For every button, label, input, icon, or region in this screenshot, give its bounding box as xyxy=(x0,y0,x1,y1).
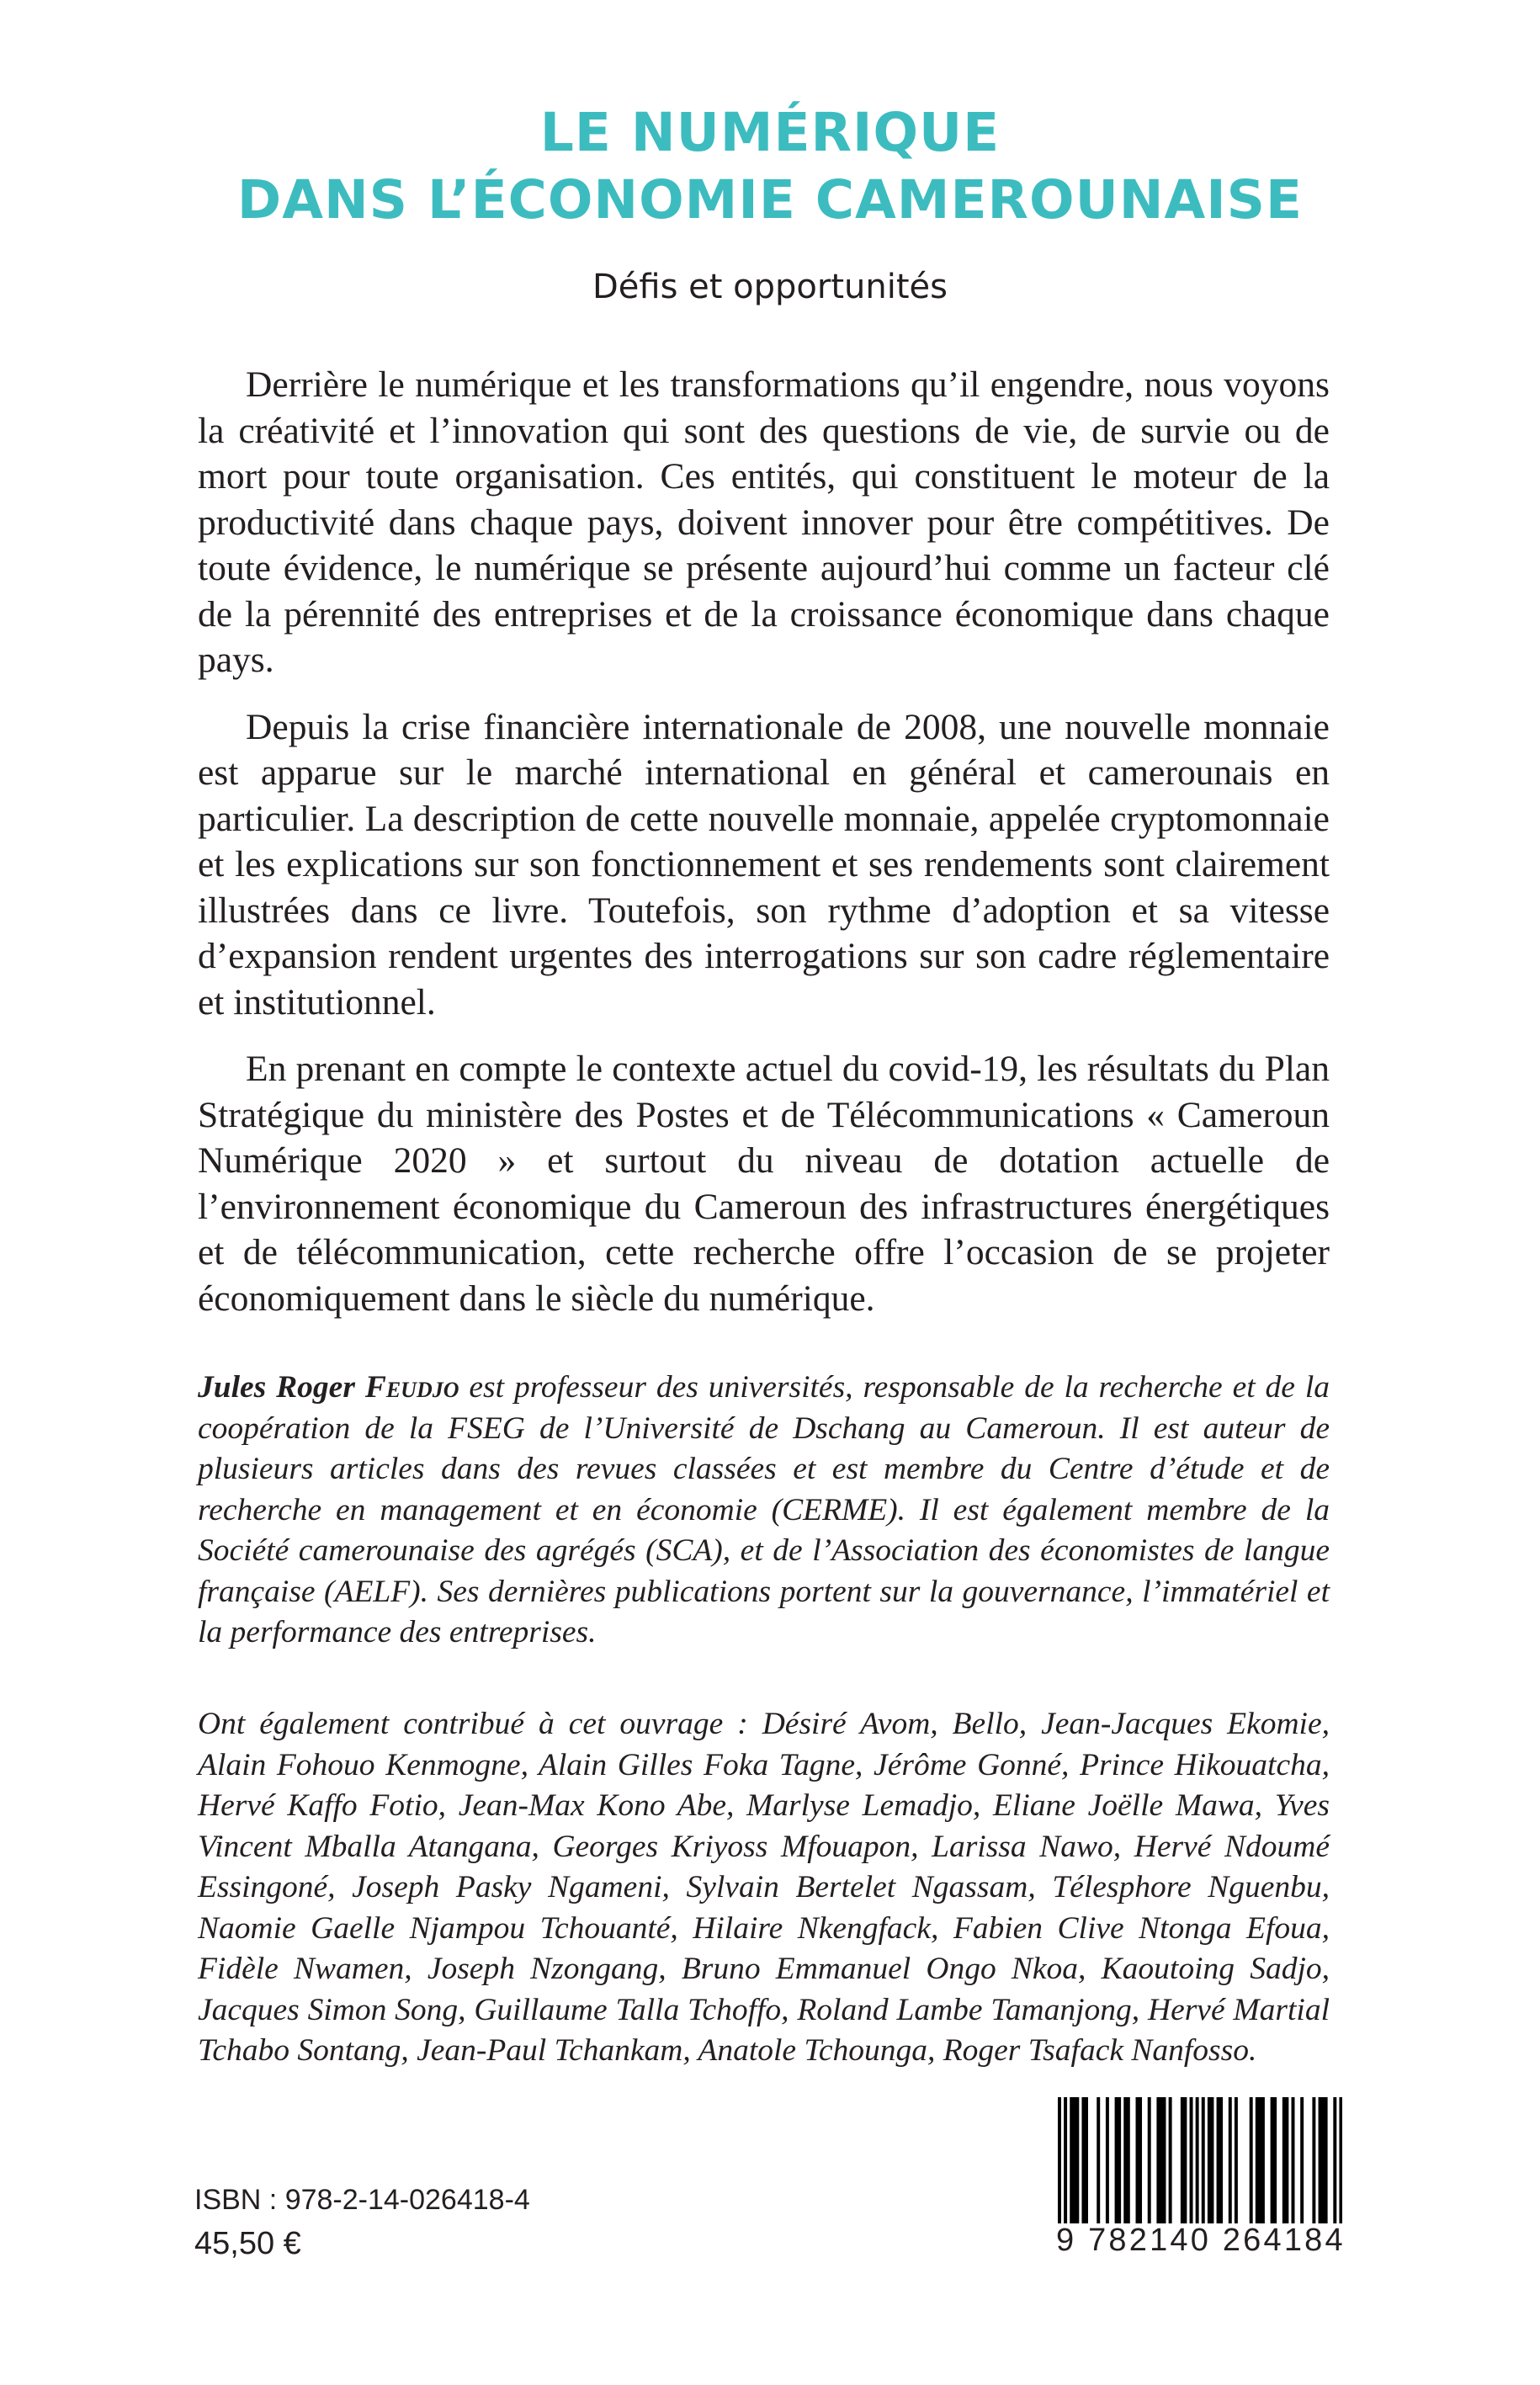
barcode-bar xyxy=(1202,2097,1205,2223)
barcode-bar xyxy=(1282,2097,1286,2223)
barcode-bar xyxy=(1256,2097,1259,2223)
barcode-bar xyxy=(1325,2097,1328,2223)
barcode-bar xyxy=(1250,2097,1253,2223)
barcode-bar xyxy=(1258,2097,1261,2223)
barcode-bar xyxy=(1075,2097,1079,2223)
contributors-list: Ont également contribué à cet ouvrage : Désiré Avom, Bello, Jean-Jacques Ekomie, Alain Fohouo Kenmogne, Alain Gilles Foka Tagne, Jérôme Gonné, Prince Hikouatcha, Hervé Kaffo Fotio, Jean-Max Kono Abe, Marlyse Lemadjo, Eliane Joëlle Mawa, Yves Vincent Mballa Atangana, Georges Kriyoss Mfouapon, Larissa Nawo, Hervé Ndoumé Essingoné, Joseph Pasky Ngameni, Sylvain Bertelet Ngassam, Télesphore Nguenbu, Naomie Gaelle Njampou Tchouanté, Hilaire Nkengfack, Fabien Clive Ntonga Efoua, Fidèle Nwamen, Joseph Nzongang, Bruno Emmanuel Ongo Nkoa, Kaoutoing Sadjo, Jacques Simon Song, Guillaume Talla Tchoffo, Roland Lambe Tamanjong, Hervé Martial Tchabo Sontang, Jean-Paul Tchankam, Anatole Tchounga, Roger Tsafack Nanfosso. xyxy=(198,1707,1330,2068)
blurb xyxy=(198,362,1330,1342)
barcode-bar xyxy=(1312,2097,1315,2223)
barcode-bar xyxy=(1156,2097,1160,2223)
barcode-bar xyxy=(1070,2097,1073,2223)
barcode-bar xyxy=(1339,2097,1342,2223)
barcode-bar xyxy=(1085,2097,1088,2223)
barcode-bar xyxy=(1273,2097,1277,2223)
barcode-bar xyxy=(1196,2097,1199,2223)
barcode-bar xyxy=(1169,2097,1172,2223)
barcode-bar xyxy=(1081,2097,1085,2223)
barcode-bar xyxy=(1333,2097,1336,2223)
barcode-bar xyxy=(1321,2097,1325,2223)
barcode-bar xyxy=(1208,2097,1211,2223)
barcode-bar xyxy=(1127,2097,1130,2223)
author-first-names: Jules Roger xyxy=(198,1370,355,1405)
price: 45,50 € xyxy=(194,2226,301,2261)
barcode-bar xyxy=(1210,2097,1213,2223)
barcode-bar xyxy=(1118,2097,1121,2223)
barcode-bar xyxy=(1292,2097,1295,2223)
barcode-bar xyxy=(1271,2097,1274,2223)
barcode-digits: 9 782140 264184 xyxy=(1056,2223,1346,2258)
barcode-bar xyxy=(1064,2097,1067,2223)
barcode-bar xyxy=(1106,2097,1109,2223)
book-title xyxy=(0,99,1540,234)
book-title-line-2: DANS L’ÉCONOMIE CAMEROUNAISE xyxy=(236,169,1304,231)
author-bio xyxy=(198,1368,1330,1654)
barcode-bar xyxy=(1073,2097,1076,2223)
barcode-bar xyxy=(1139,2097,1142,2223)
barcode-bar xyxy=(1115,2097,1118,2223)
author-surname: Feudjo xyxy=(364,1370,459,1405)
barcode-bar xyxy=(1235,2097,1238,2223)
book-subtitle: Défis et opportunités xyxy=(592,268,948,306)
barcode-bar xyxy=(1097,2097,1100,2223)
barcode-bar xyxy=(1181,2097,1184,2223)
barcode-bar xyxy=(1190,2097,1193,2223)
barcode-bar xyxy=(1136,2097,1139,2223)
barcode-bar xyxy=(1285,2097,1288,2223)
barcode-bar xyxy=(1183,2097,1187,2223)
barcode-bar xyxy=(1229,2097,1232,2223)
blurb-paragraph-2: Depuis la crise financière internationale de 2008, une nouvelle monnaie est apparue sur le marché international en général et camerounais en particulier. La description de cette nouvelle monnaie, appelée cryptomonnaie et les explications sur son fonctionnement et ses rendements sont clairement illustrées dans ce livre. Toutefois, son rythme d’adoption et sa vitesse d’expansion rendent urgentes des interrogations sur son cadre réglementaire et institutionnel. xyxy=(198,706,1330,1023)
barcode-bar xyxy=(1163,2097,1166,2223)
barcode-bar xyxy=(1217,2097,1220,2223)
barcode-bar xyxy=(1160,2097,1163,2223)
barcode-bar xyxy=(1261,2097,1265,2223)
blurb-paragraph-1: Derrière le numérique et les transformations qu’il engendre, nous voyons la créativité et l’innovation qui sont des questions de vie, de survie ou de mort pour toute organisation. Ces entités, qui constituent le moteur de la productivité dans chaque pays, doivent innover pour être compétitives. De toute évidence, le numérique se présente aujourd’hui comme un facteur clé de la pérennité des entreprises et de la croissance économique dans chaque pays. xyxy=(198,364,1330,680)
author-bio-text: est professeur des universités, responsable de la recherche et de la coopération de la FSEG de l’Université de Dschang au Cameroun. Il est auteur de plusieurs articles dans des revues classées et est membre du Centre d’étude et de recherche en management et en économie (CERME). Il est également membre de la Société camerounaise des agrégés (SCA), et de l’Association des économistes de langue française (AELF). Ses dernières publications portent sur la gouvernance, l’immatériel et la performance des entreprises. xyxy=(198,1370,1330,1649)
barcode-bar xyxy=(1300,2097,1304,2223)
barcode-bar xyxy=(1319,2097,1322,2223)
blurb-paragraph-3: En prenant en compte le contexte actuel du covid-19, les résultats du Plan Stratégique du ministère des Postes et de Télécommunications « Cameroun Numérique 2020 » et surtout du niveau de dotation actuelle de l’environnement économique du Cameroun des infrastructures énergétiques et de télécommunication, cette recherche offre l’occasion de se projeter économiquement dans le siècle du numérique. xyxy=(198,1049,1330,1319)
barcode-bar xyxy=(1058,2097,1061,2223)
barcode-bar xyxy=(1219,2097,1223,2223)
barcode-bars xyxy=(1058,2097,1342,2223)
book-title-line-1: LE NUMÉRIQUE xyxy=(539,102,1001,163)
barcode-bar xyxy=(1123,2097,1127,2223)
isbn: ISBN : 978-2-14-026418-4 xyxy=(194,2184,530,2216)
barcode-bar xyxy=(1148,2097,1151,2223)
